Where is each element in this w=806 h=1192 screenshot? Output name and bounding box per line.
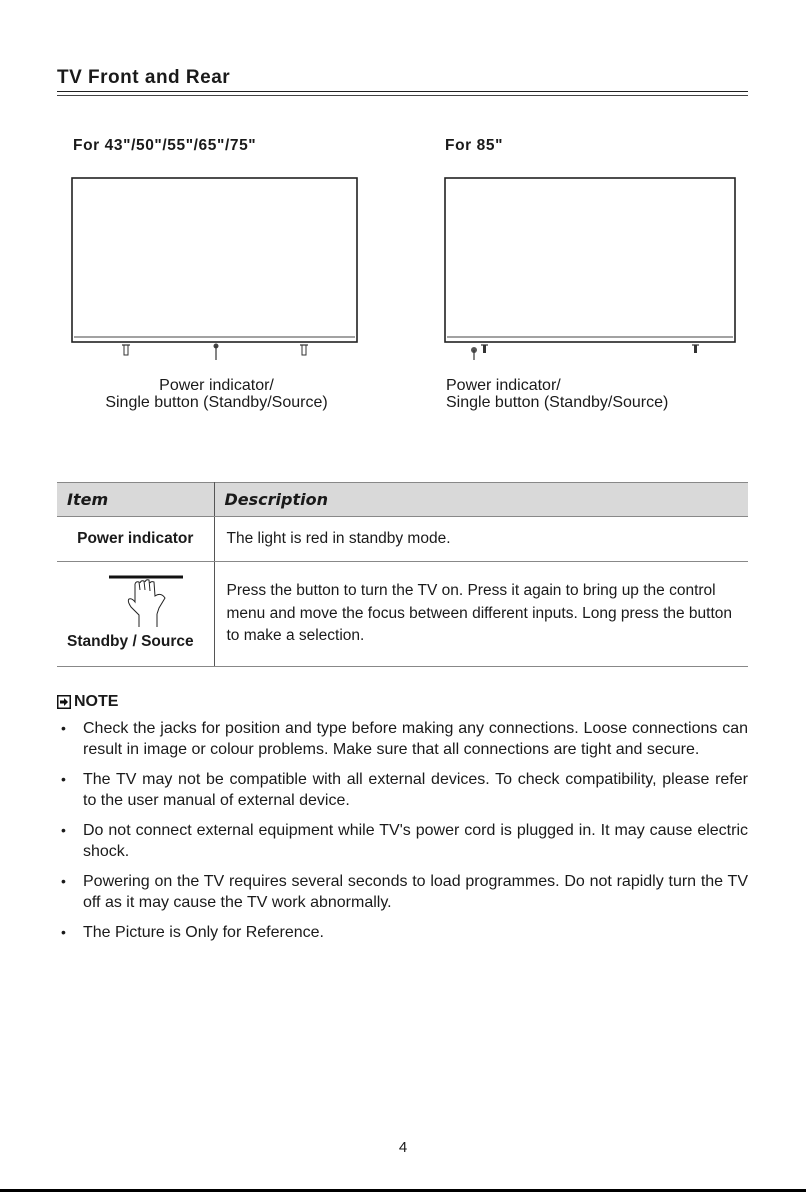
title-rule-thin (57, 95, 748, 96)
standby-cell (57, 562, 214, 666)
page-number: 4 (398, 1139, 408, 1156)
table-cell-description: Press the button to turn the TV on. Press it again to bring up the control menu and move the focus between different inputs. Long press the button to make a selection. (214, 562, 748, 667)
list-item (57, 922, 748, 943)
callout-label-large (446, 377, 668, 411)
note-heading (57, 693, 118, 711)
variant-heading-small: For 43"/50"/55"/65"/75" (73, 137, 257, 154)
list-item (57, 820, 748, 862)
bullet: • (61, 822, 66, 838)
tv-front-diagram-small (66, 170, 366, 360)
table-cell-item (57, 562, 214, 667)
table-row (57, 517, 748, 562)
list-item (57, 871, 748, 913)
standby-source-label: Standby / Source (67, 633, 194, 650)
callout-line1-small: Power indicator/ (159, 377, 274, 394)
note-text: The Picture is Only for Reference. (83, 924, 324, 941)
note-text: The TV may not be compatible with all external devices. To check compatibility, please refer to the user manual of external device. (83, 771, 748, 809)
item-description-table (57, 482, 748, 667)
note-list (57, 718, 748, 952)
tv-front-diagram-large (440, 170, 740, 360)
page-title: TV Front and Rear (57, 67, 231, 88)
hand-press-button-icon (105, 572, 185, 628)
variant-heading-large: For 85" (445, 137, 504, 154)
table-cell-item: Power indicator (57, 517, 214, 562)
note-heading-label: NOTE (74, 693, 119, 710)
note-text: Check the jacks for position and type before making any connections. Loose connections can result in image or colour problems. Make sure that all connections are tight and secure. (83, 720, 748, 758)
callout-line2-small: Single button (Standby/Source) (105, 394, 328, 411)
table-header-row (57, 483, 748, 517)
callout-line2-large: Single button (Standby/Source) (446, 394, 669, 411)
bullet: • (61, 720, 66, 736)
table-row (57, 562, 748, 667)
callout-label-small (89, 377, 344, 411)
callout-line1-large: Power indicator/ (446, 377, 561, 394)
note-arrow-icon (57, 695, 71, 709)
note-text: Do not connect external equipment while TV's power cord is plugged in. It may cause electric shock. (83, 822, 748, 860)
list-item (57, 769, 748, 811)
note-text: Powering on the TV requires several seconds to load programmes. Do not rapidly turn the TV off as it may cause the TV work abnormally. (83, 873, 748, 911)
bullet: • (61, 771, 66, 787)
column-header-item: Item (57, 483, 214, 517)
bullet: • (61, 924, 66, 940)
column-header-description: Description (214, 483, 748, 517)
bullet: • (61, 873, 66, 889)
table-cell-description: The light is red in standby mode. (214, 517, 748, 562)
list-item (57, 718, 748, 760)
title-rule-thick (57, 91, 748, 92)
